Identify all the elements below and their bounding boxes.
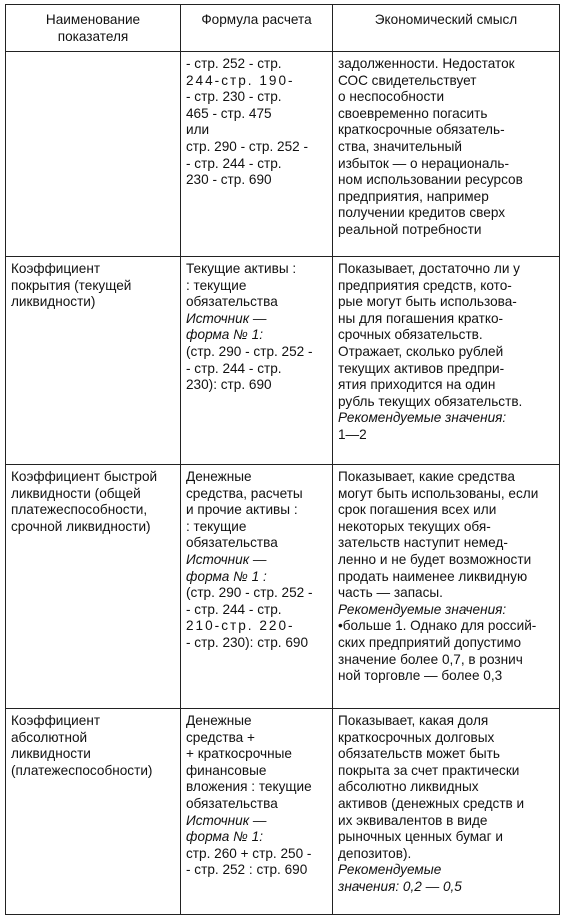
indicator-name-cell: Коэффициент быстрой ликвидности (общей платежеспособности, срочной ликвидности) — [6, 465, 181, 709]
header-indicator-name: Наименование показателя — [6, 5, 181, 52]
table-row — [6, 257, 560, 465]
meaning-cell: Показывает, какие средства могут быть использованы, если срок погашения всех или некоторых текущих обя- зательств наступит немед- ленно и не будет возможности продать наименее ликвидную часть — запасы. Рекомендуемые значения: •больше 1. Однако для россий- ских предприятий допустимо значение более 0,7, в рознич ной торговле — более 0,3 — [333, 465, 560, 709]
formula-cell: Денежные средства + + краткосрочные финансовые вложения : текущие обязательства Источник — форма № 1: стр. 260 + стр. 250 - - стр. 252 : стр. 690 — [181, 709, 333, 915]
indicator-name-cell: Коэффициент абсолютной ликвидности (платежеспособности) — [6, 709, 181, 915]
formula-cell: Денежные средства, расчеты и прочие активы : : текущие обязательства Источник — форма № 1 : (стр. 290 - стр. 252 - - стр. 244 - стр. 210-стр. 220- - стр. 230): стр. 690 — [181, 465, 333, 709]
meaning-cell: Показывает, какая доля краткосрочных долговых обязательств может быть покрыта за счет практически абсолютно ликвидных активов (денежных средств и их эквивалентов в виде рыночных ценных бумаг и депозитов). Рекомендуемые значения: 0,2 — 0,5 — [333, 709, 560, 915]
indicator-name-cell: Коэффициент покрытия (текущей ликвидности) — [6, 257, 181, 465]
header-formula: Формула расчета — [181, 5, 333, 52]
formula-cell: Текущие активы : : текущие обязательства Источник — форма № 1: (стр. 290 - стр. 252 - - стр. 244 - стр. 230): стр. 690 — [181, 257, 333, 465]
formula-cell: - стр. 252 - стр. 244-стр. 190- - стр. 230 - стр. 465 - стр. 475 или стр. 290 - стр. 252 - - стр. 244 - стр. 230 - стр. 690 — [181, 52, 333, 257]
table-row — [6, 465, 560, 709]
liquidity-ratios-table — [5, 4, 560, 915]
table-row — [6, 52, 560, 257]
header-economic-meaning: Экономический смысл — [333, 5, 560, 52]
meaning-cell: Показывает, достаточно ли у предприятия средств, кото- рые могут быть использова- ны для погашения кратко- срочных обязательств. Отражает, сколько рублей текущих активов предпри- ятия приходится на один рубль текущих обязательств. Рекомендуемые значения: 1—2 — [333, 257, 560, 465]
indicator-name-cell — [6, 52, 181, 257]
table-row — [6, 709, 560, 915]
header-row — [6, 5, 560, 52]
meaning-cell: задолженности. Недостаток СОС свидетельствует о неспособности своевременно погасить краткосрочные обязатель- ства, значительный избыток — о нерациональ- ном использовании ресурсов предприятия, например получении кредитов сверх реальной потребности — [333, 52, 560, 257]
